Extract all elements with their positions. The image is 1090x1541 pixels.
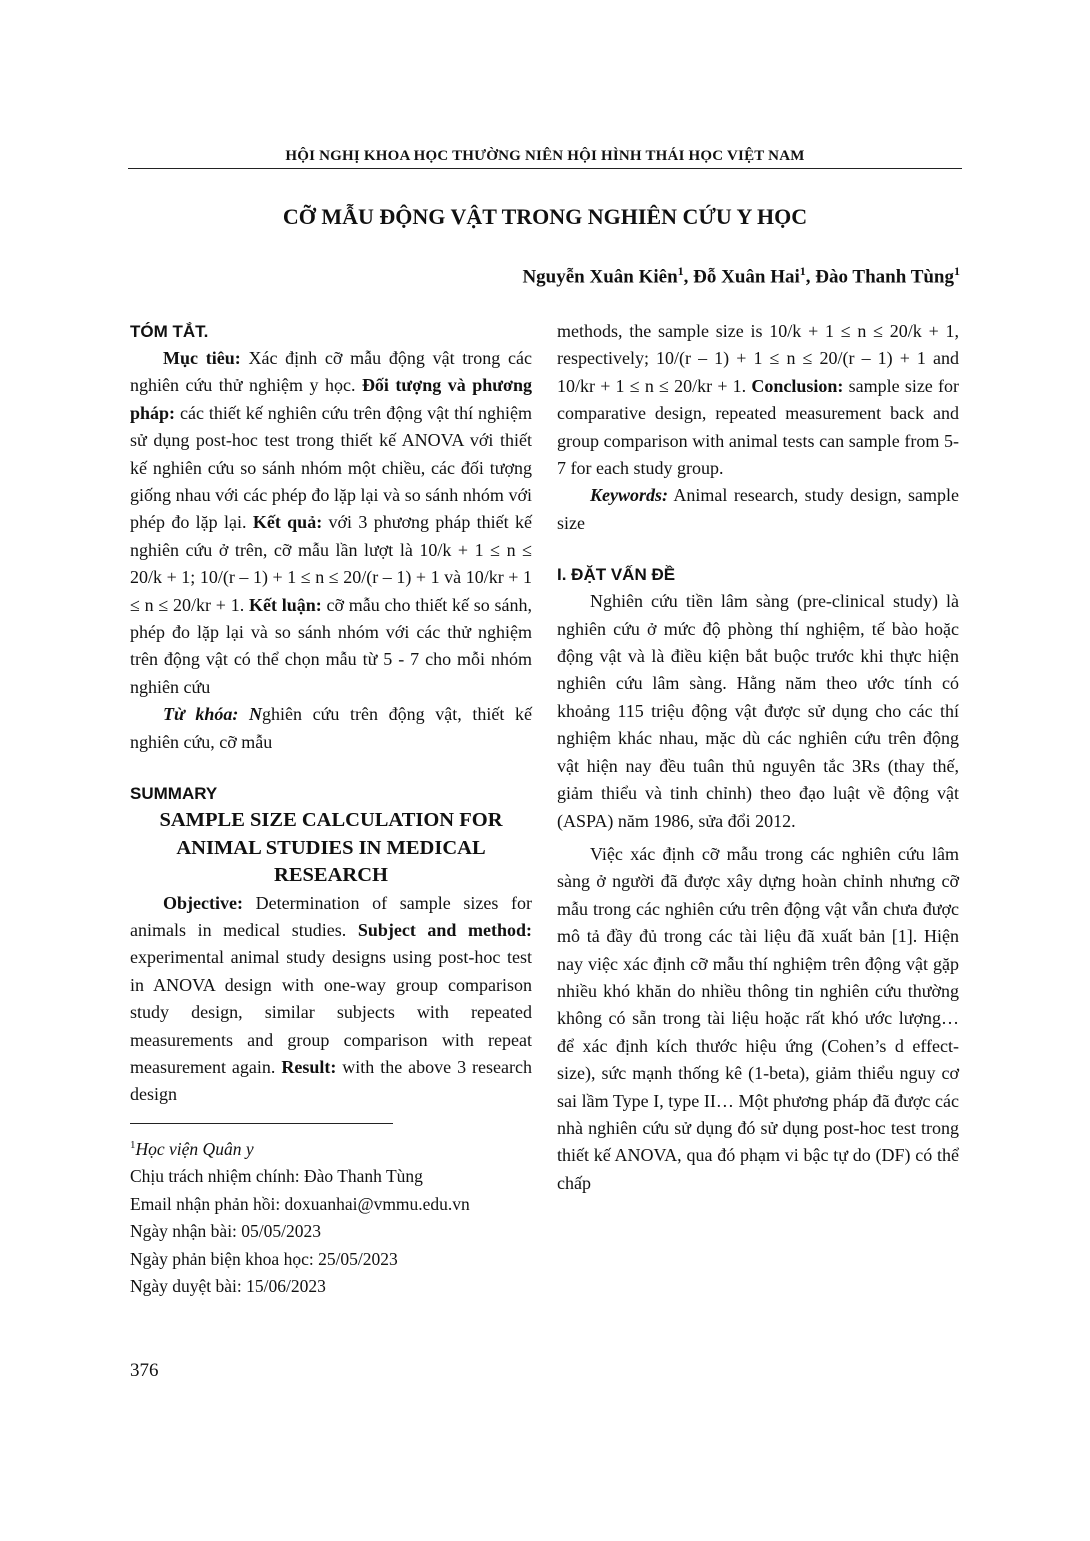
header-rule	[128, 168, 962, 169]
intro-paragraph-2: Việc xác định cỡ mẫu trong các nghiên cứu lâm sàng ở người đã được xây dựng hoàn chỉnh nhưng cỡ mẫu trong các nghiên cứu trên động vật vẫn chưa được mô tả đầy đủ trong các tài liệu đã xuất bản [1]. Hiện nay việc xác định cỡ mẫu thí nghiệm trên động vật gặp nhiều khó khăn do nhiều thông tin nghiên cứu thường không có sẵn trong tài liệu hoặc rất khó ước lượng… để xác định kích thước hiệu ứng (Cohen’s d effect-size), sức mạnh thống kê (1-beta), giảm thiểu nguy cơ sai lầm Type I, type II… Một phương pháp đã được các nhà nghiên cứu sử dụng đó sử dụng post-hoc test trong thiết kế ANOVA, qua đó phạm vi bậc tự do (DF) có thể chấp	[557, 843, 959, 1193]
result-text-en-part1: with the above 3 research design	[130, 1057, 532, 1105]
objective-text-en: Determination of sample sizes for animals in medical studies.	[130, 892, 532, 940]
footnote-reviewed: Ngày phản biện khoa học: 25/05/2023	[130, 1248, 398, 1269]
method-text-en: experimental animal study designs using post-hoc test in ANOVA design with one-way group comparison study design, similar subjects with repeated measurements and group comparison with repeat measurement again.	[130, 947, 532, 1078]
keywords-vi	[130, 701, 532, 756]
footnote	[130, 1132, 532, 1301]
footnote-accepted: Ngày duyệt bài: 15/06/2023	[130, 1276, 326, 1297]
result-label-vi: Kết quả:	[252, 512, 323, 533]
footnote-sup: 1	[130, 1138, 136, 1151]
summary-title: SAMPLE SIZE CALCULATION FOR ANIMAL STUDIES IN MEDICAL RESEARCH	[159, 809, 503, 887]
abstract-en-continued	[557, 318, 959, 482]
running-header: HỘI NGHỊ KHOA HỌC THƯỜNG NIÊN HỘI HÌNH THÁI HỌC VIỆT NAM	[285, 148, 805, 164]
result-text-en-part2: methods, the sample size is 10/k + 1 ≤ n ≤ 20/k + 1, respectively; 10/(r – 1) + 1 ≤ n ≤ 20/(r – 1) + 1 and 10/kr + 1 ≤ n ≤ 20/kr + 1.	[557, 321, 959, 396]
section-1-heading: I. ĐẶT VẤN ĐỀ	[557, 565, 676, 585]
objective-label-en: Objective:	[163, 892, 243, 913]
conclusion-label-en: Conclusion:	[751, 375, 844, 396]
left-column	[130, 318, 532, 1301]
footnote-email: Email nhận phản hồi: doxuanhai@vmmu.edu.vn	[130, 1193, 470, 1214]
method-label-en: Subject and method:	[357, 920, 532, 940]
right-column	[557, 318, 959, 1197]
objective-label-vi: Mục tiêu:	[163, 348, 241, 368]
keywords-label-vi: Từ khóa: N	[163, 704, 263, 725]
result-label-en: Result:	[281, 1057, 337, 1078]
author-1: Nguyễn Xuân Kiên	[522, 266, 678, 288]
keywords-en	[557, 482, 959, 537]
footnote-rule	[130, 1123, 393, 1124]
abstract-vi-body	[130, 345, 532, 701]
conclusion-text-vi: cỡ mẫu cho thiết kế so sánh, phép đo lặp lại và so sánh nhóm với các thử nghiệm trên động vật có thể chọn mẫu từ 5 - 7 cho mỗi nhóm nghiên cứu	[130, 594, 532, 697]
objective-text-vi: Xác định cỡ mẫu động vật trong các nghiên cứu thử nghiệm y học.	[130, 348, 532, 396]
abstract-en-body	[130, 890, 532, 1109]
author-2: , Đỗ Xuân Hai	[683, 266, 800, 288]
author-list	[522, 264, 960, 288]
footnote-received: Ngày nhận bài: 05/05/2023	[130, 1221, 322, 1242]
footnote-institution-text: Học viện Quân y	[135, 1138, 254, 1159]
footnote-institution	[130, 1132, 532, 1163]
page-number: 376	[130, 1360, 159, 1381]
paper-title: CỠ MẪU ĐỘNG VẬT TRONG NGHIÊN CỨU Y HỌC	[282, 204, 808, 229]
keywords-text-en: Animal research, study design, sample size	[557, 485, 959, 533]
result-text-vi: với 3 phương pháp thiết kế nghiên cứu ở trên, cỡ mẫu lần lượt là 10/k + 1 ≤ n ≤ 20/k + 1; 10/(r – 1) + 1 ≤ n ≤ 20/(r – 1) + 1 và 10/kr + 1 ≤ n ≤ 20/kr + 1.	[130, 512, 532, 615]
footnote-responsible: Chịu trách nhiệm chính: Đào Thanh Tùng	[130, 1166, 423, 1187]
method-label-vi: Đối tượng và phương pháp:	[130, 375, 532, 423]
method-text-vi: các thiết kế nghiên cứu trên động vật thí nghiệm sử dụng post-hoc test trong thiết kế ANOVA với thiết kế nghiên cứu so sánh nhóm một chiều, các đối tượng giống nhau với các phép đo lặp lại và so sánh nhóm với phép đo lặp lại.	[130, 402, 532, 533]
keywords-text-vi: ghiên cứu trên động vật, thiết kế nghiên cứu, cỡ mẫu	[130, 704, 532, 752]
conclusion-text-en: sample size for comparative design, repeated measurement back and group comparison with animal tests can sample from 5-7 for each study group.	[557, 375, 959, 479]
author-3: , Đào Thanh Tùng	[805, 266, 954, 288]
author-3-affiliation: 1	[954, 264, 960, 278]
keywords-label-en: Keywords:	[590, 485, 668, 506]
intro-paragraph-1: Nghiên cứu tiền lâm sàng (pre-clinical study) là nghiên cứu ở mức độ phòng thí nghiệm, tế bào hoặc động vật và là điều kiện bắt buộc trước khi thực hiện nghiên cứu lâm sàng. Hằng năm theo ước tính có khoảng 115 triệu động vật được sử dụng cho các thí nghiệm khác nhau, mặc dù các nghiên cứu trên động vật hiện nay đều tuân thủ nguyên tắc 3Rs (thay thế, giảm thiểu và tinh chỉnh) theo đạo luật về động vật (ASPA) năm 1986, sửa đổi 2012.	[557, 591, 959, 831]
author-1-affiliation: 1	[677, 264, 684, 278]
abstract-vi-heading: TÓM TẮT.	[130, 322, 209, 341]
author-2-affiliation: 1	[799, 264, 806, 278]
summary-heading: SUMMARY	[130, 784, 218, 804]
conclusion-label-vi: Kết luận:	[248, 594, 322, 615]
